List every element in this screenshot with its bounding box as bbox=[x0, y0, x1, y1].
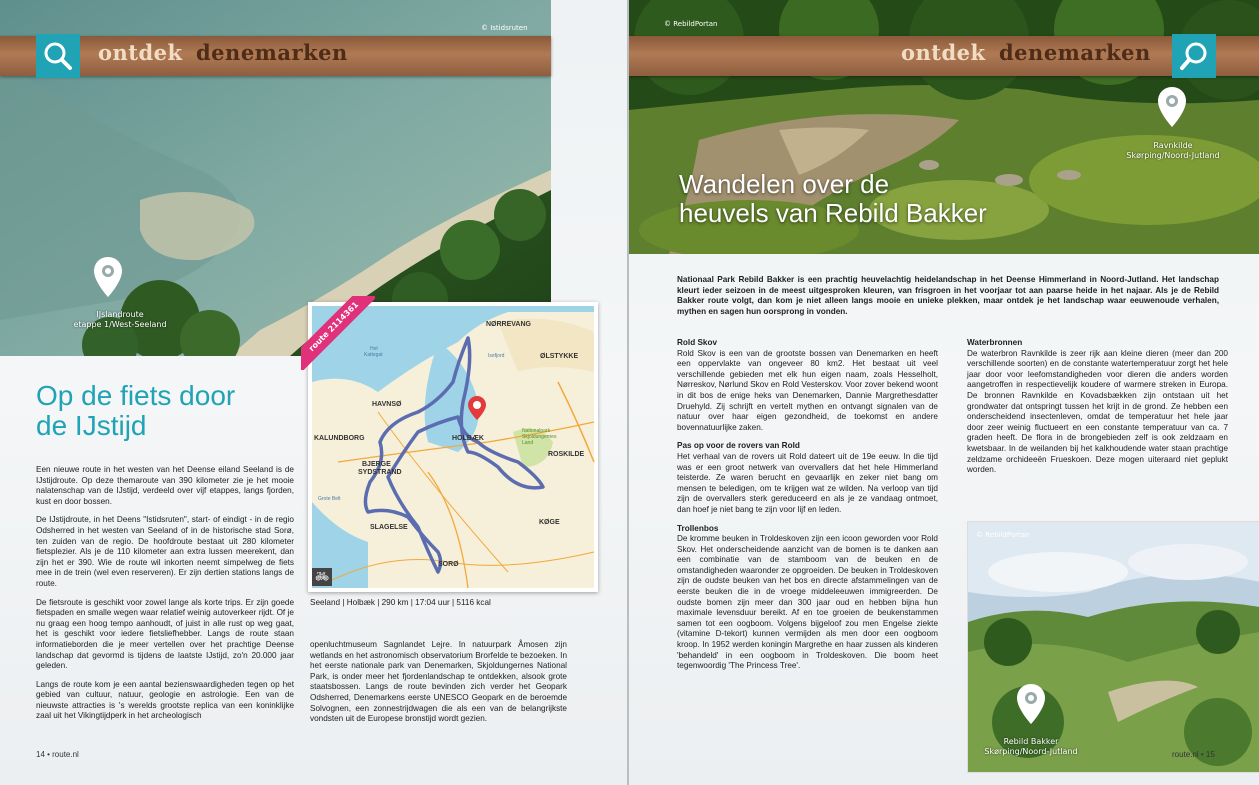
section-text: Rold Skov is een van de grootste bossen van Denemarken en heeft een oppervlakte van ongeveer 80 km2. Het bestaat uit veel verschillende gebieden met elk hun eigen naam, zoals Hesselholt, Nørreskov, Nørlund Skov en Rold Vesterskov. Voor zover bekend woont in dit bos de enige heks van Denemarken, Dannie Margrethesdatter Druehyld. Zij schrijft en vertelt mythen en ontvangt signalen van de natuur over haar eigen gezondheid, de toekomst en andere bovennatuurlijke zaken. bbox=[677, 348, 938, 432]
pin-label-stage: etappe 1/West-Seeland bbox=[73, 320, 167, 329]
svg-text:HAVNSØ: HAVNSØ bbox=[372, 401, 402, 408]
pin-label-region: Skørping/Noord-Jutland bbox=[984, 747, 1078, 756]
svg-text:ØLSTYKKE: ØLSTYKKE bbox=[540, 353, 579, 360]
svg-text:SLAGELSE: SLAGELSE bbox=[370, 524, 408, 531]
pin-label bbox=[70, 310, 170, 330]
rebild-hills-photo bbox=[967, 521, 1259, 773]
svg-text:BJERGE: BJERGE bbox=[362, 461, 391, 468]
map-caption: Seeland | Holbæk | 290 km | 17:04 uur | 5116 kcal bbox=[310, 598, 491, 607]
svg-text:Land: Land bbox=[522, 440, 534, 446]
svg-text:HOLBÆK: HOLBÆK bbox=[452, 435, 484, 442]
route-ribbon bbox=[301, 296, 375, 370]
section-text: De waterbron Ravnkilde is zeer rijk aan kleine dieren (meer dan 200 verschillende soorten) en de constante watertemperatuur zorgt het hele jaar door voor leefomstandigheden voor dieren die anders worden aangetroffen in respectievelijk koudere of warmere streken in Europa. De bronnen Ravnkilde en Kovadsbækken zijn ontstaan uit het grondwater dat ontspringt tussen het krijt in de grond. Ze hebben een onderscheidend insectenleven, omdat de temperatuur het hele jaar door zeer weinig fluctueert en een constante temperatuur van ca. 7 graden heeft. De flora in de brongebieden zelf is ook zeldzaam en kwetsbaar. In de weilanden bij het kalkhoudende water staan prachtige zeldzame orchideeën Frueskoen. Deze mogen uiteraard niet geplukt worden. bbox=[967, 348, 1228, 475]
svg-text:Grote Belt: Grote Belt bbox=[318, 496, 341, 502]
right-page bbox=[629, 0, 1259, 785]
paragraph: Een nieuwe route in het westen van het Deense eiland Seeland is de IJstijdroute. Op deze themaroute van 390 kilometer zie je het mooie nalatenschap van de IJstijd, verdeeld over vijf etappes, langs fjorden, kust en door bossen. bbox=[36, 465, 294, 506]
paragraph: Langs de route kom je een aantal bezienswaardigheden tegen op het gebied van cultuur, natuur, geologie en astrologie. Een van de nieuwste attracties is 's werelds grootste replica van een koninklijke zaal uit het Vikingtijdperk in het archeologisch bbox=[36, 679, 294, 721]
route-number: route 2114361 bbox=[301, 296, 375, 370]
paragraph: De IJstijdroute, in het Deens "Istidsruten", start- of eindigt - in de regio Odsherred in het westen van Seeland of in de historische stad Sorø, ten zuiden van de regio. De hoofdroute bestaat uit 280 kilometer fietsplezier. Als je de 110 kilometer aan extra lussen meerekent, dan zijn het er 390. Wie de route wil inkorten neemt simpelweg de fiets mee in de trein (wel even reserveren). Er zijn dertien stations langs de route. bbox=[36, 515, 294, 588]
photo-credit: © Istidsruten bbox=[481, 24, 528, 32]
pin-label-region: Skørping/Noord-Jutland bbox=[1126, 151, 1220, 160]
title-line-1: Op de fiets door bbox=[36, 380, 236, 411]
pin-label-place: Ravnkilde bbox=[1153, 141, 1193, 150]
banner-word-ontdek: ontdek bbox=[98, 40, 183, 65]
svg-text:ROSKILDE: ROSKILDE bbox=[548, 451, 585, 458]
svg-text:KØGE: KØGE bbox=[539, 519, 560, 526]
paragraph: De fietsroute is geschikt voor zowel lange als korte trips. Er zijn goede fietspaden en smalle wegen waar relatief weinig autoverkeer rijdt. Of je nu graag een hoog tempo aanhoudt, of juist in alle rust op weg gaat, het is geschikt voor iedere fietsliefhebber. Langs de route staan informatieborden die je meer vertellen over het prachtige Deense landschap dat gevormd is tijdens de laatste IJstijd, zo'n 20.000 jaar geleden. bbox=[36, 597, 294, 671]
intro-paragraph bbox=[677, 275, 1219, 325]
pin-label-route: IJslandroute bbox=[96, 310, 144, 319]
body-column-2 bbox=[310, 640, 567, 733]
svg-text:Isefjord: Isefjord bbox=[488, 353, 505, 359]
search-icon bbox=[36, 34, 80, 78]
location-pin-icon bbox=[1157, 86, 1187, 128]
section-heading: Trollenbos bbox=[677, 523, 719, 533]
page-footer: route.nl • 15 bbox=[1172, 750, 1215, 759]
section-banner bbox=[0, 36, 551, 76]
pin-label bbox=[979, 737, 1083, 757]
svg-text:SORØ: SORØ bbox=[438, 561, 459, 568]
svg-text:KALUNDBORG: KALUNDBORG bbox=[314, 435, 365, 442]
photo-credit: © RebildPortan bbox=[664, 20, 718, 28]
svg-text:Skjoldungernes: Skjoldungernes bbox=[522, 434, 557, 440]
svg-text:SYDSTRAND: SYDSTRAND bbox=[358, 469, 402, 476]
svg-text:Het: Het bbox=[370, 346, 378, 352]
section-text: De kromme beuken in Troldeskoven zijn een icoon geworden voor Rold Skov. Het onderscheidende aanzicht van de bomen is te danken aan een combinatie van de stamboom van de beuken en de omstandigheden waaronder ze opgroeiden. De beuken in Troldeskoven zijn de oudste beuken van het bos en directe afstammelingen van de eerste beuken die in de vroege middeleeuwen immigreerden. De oudste bomen zijn meer dan 300 jaar oud en hebben bijna hun maximale levensduur bereikt. Af en toe groeien de beukenstammen samen tot een oogboom. Volgens bijgeloof zou men Engelse ziekte (vitamine D-tekort) kunnen vermijden als men door een oogboom kroop. In 1952 werden koningin Margrethe en haar zussen als kinderen 'behandeld' in een oogboom in Troldeskoven. Die boom heet tegenwoordig 'The Princess Tree'. bbox=[677, 534, 938, 671]
section-heading: Rold Skov bbox=[677, 338, 718, 347]
title-line-2: de IJstijd bbox=[36, 410, 147, 441]
section-heading: Pas op voor de rovers van Rold bbox=[677, 441, 800, 451]
svg-text:Nationalpark: Nationalpark bbox=[522, 428, 551, 434]
body-column-1 bbox=[36, 465, 294, 730]
search-icon bbox=[1172, 34, 1216, 78]
photo-credit: © RebildPortan bbox=[976, 531, 1030, 539]
location-pin-icon bbox=[1016, 683, 1046, 725]
body-column-1 bbox=[677, 338, 938, 680]
pin-label bbox=[1121, 141, 1225, 161]
left-page bbox=[0, 0, 628, 785]
section-banner bbox=[629, 36, 1259, 76]
intro-text: Nationaal Park Rebild Bakker is een prachtig heuvelachtig heidelandschap in het Deense Himmerland in Noord-Jutland. Het landschap kleurt ieder seizoen in de meest uitgesproken kleuren, van frisgroen in het voorjaar tot aan paarse heide in het najaar. Als je de Rebild Bakker route volgt, dan kom je niet alleen langs mooie en unieke plekken, maar ontdek je het landschap waar eeuwenoude verhalen, mythen en sagen hun oorsprong in vonden. bbox=[677, 275, 1219, 316]
svg-text:Kattegat: Kattegat bbox=[364, 352, 383, 358]
banner-word-denemarken: denemarken bbox=[196, 40, 348, 65]
title-line-1: Wandelen over de bbox=[679, 169, 890, 199]
body-column-2 bbox=[967, 338, 1228, 484]
banner-word-denemarken: denemarken bbox=[999, 40, 1151, 65]
page-footer: 14 • route.nl bbox=[36, 750, 79, 759]
svg-text:NØRREVANG: NØRREVANG bbox=[486, 321, 531, 328]
title-line-2: heuvels van Rebild Bakker bbox=[679, 198, 987, 228]
pin-label-place: Rebild Bakker bbox=[1003, 737, 1059, 746]
banner-word-ontdek: ontdek bbox=[901, 40, 986, 65]
article-title bbox=[679, 170, 987, 228]
location-pin-icon bbox=[93, 256, 123, 298]
paragraph: openluchtmuseum Sagnlandet Lejre. In natuurpark Åmosen zijn wetlands en het astronomisch observatorium Brorfelde te bezoeken. In het eerste nationale park van Denemarken, Skjoldungernes National Park, is onder meer het fjordenlandschap te ontdekken, alsook grote staatsbossen. Langs de route bevinden zich verder het Geopark Odsherred, Denemarkens eerste UNESCO Geopark en de beroemde Solvognen, een zonnestrijdwagen die als een van de belangrijkste vondsten uit de Europese bronstijd wordt gezien. bbox=[310, 640, 567, 724]
bike-icon: 🚲︎ bbox=[315, 570, 329, 583]
section-heading: Waterbronnen bbox=[967, 338, 1023, 347]
article-title bbox=[36, 381, 296, 441]
section-text: Het verhaal van de rovers uit Rold dateert uit de 19e eeuw. In die tijd was er een groot netwerk van overvallers dat het hele Himmerland teisterde. Ze waren berucht en gevaarlijk en zeker niet bang om mensen te beledigen, om te krijgen wat ze wilden. Na verloop van tijd zijn de overvallers sterk gereduceerd en als je ze vandaag ontmoet, dan hoef je niet bang te zijn voor lijf en leden. bbox=[677, 451, 938, 514]
